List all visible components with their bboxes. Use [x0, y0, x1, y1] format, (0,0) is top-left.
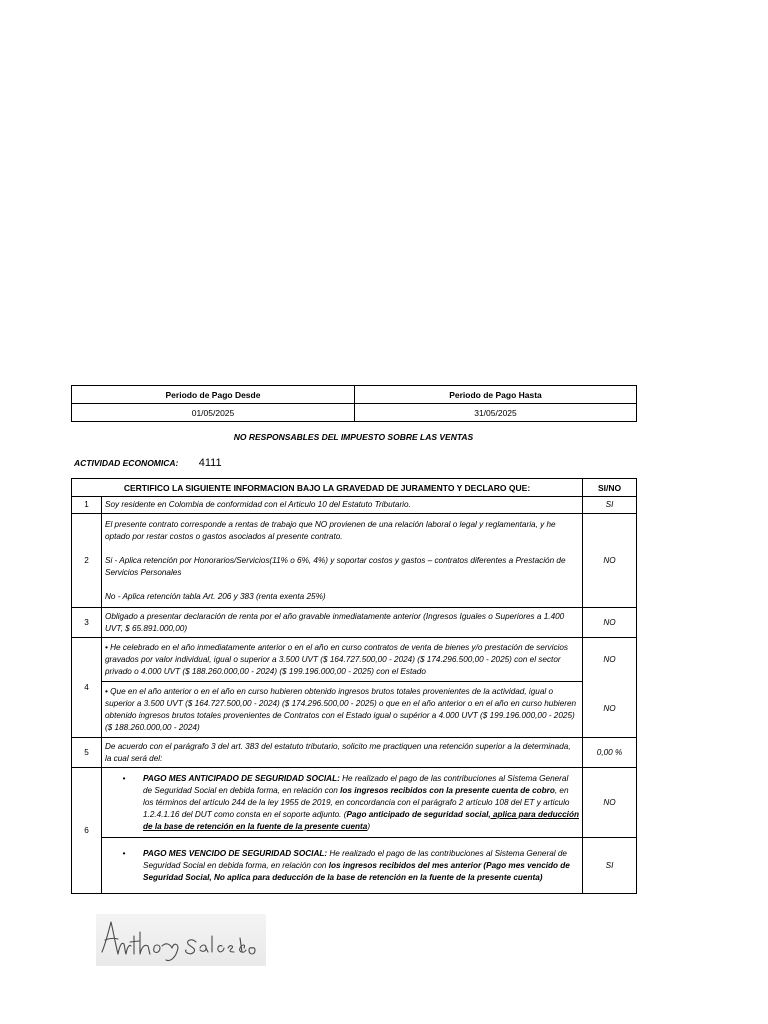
- text-segment: PAGO MES ANTICIPADO DE SEGURIDAD SOCIAL:: [143, 773, 340, 783]
- row-text: Soy residente en Colombia de conformidad con el Articulo 10 del Estatuto Tributario.: [102, 497, 583, 514]
- row-number: 5: [72, 738, 102, 768]
- row-paragraph: [143, 773, 579, 833]
- cert-row-4b: [72, 682, 637, 738]
- cert-row-5: [72, 738, 637, 768]
- cert-row-6a: [72, 768, 637, 838]
- period-to-label: Periodo de Pago Hasta: [355, 386, 637, 404]
- text-segment: ): [367, 821, 371, 831]
- row-text: • He celebrado en el año inmediatamente anterior o en el año en curso contratos de venta de bienes y/o prestación de servicios gravados por valor individual, igual o superior a 3.500 UVT ($ 164.727.500,00 - 2024) ($ 174.296.500,00 - 2025) con el sector privado o 4.000 UVT ($ 188.260.000,00 - 2024) ($ 199.196.000,00 - 2025) con el Estado: [102, 638, 583, 682]
- period-from-value: 01/05/2025: [72, 404, 355, 422]
- text-segment: , en los términos del artículo 244 de la ley 1955 de 2019, en concordancia con el parágrafo 2 artículo 108 del ET y articulo 1.2.4.1.16 del DUT como consta en el soporte adjunto. (: [143, 785, 570, 819]
- payment-period-table: [71, 385, 637, 422]
- row-answer: 0,00 %: [583, 738, 637, 768]
- text-segment: , aplica para deducción de la base de retención en la fuente de la presente cuenta: [143, 809, 579, 831]
- row-answer: SI: [583, 497, 637, 514]
- row-answer: NO: [583, 514, 637, 608]
- row-paragraph: No - Aplica retención tabla Art. 206 y 383 (renta exenta 25%): [105, 591, 326, 601]
- cert-row-1: [72, 497, 637, 514]
- row-answer: SI: [583, 838, 637, 894]
- row-answer: NO: [583, 608, 637, 638]
- row-paragraph: [143, 848, 579, 884]
- period-from-label: Periodo de Pago Desde: [72, 386, 355, 404]
- cert-row-3: [72, 608, 637, 638]
- row-number: 2: [72, 514, 102, 608]
- row-text: [102, 768, 583, 838]
- row-answer: NO: [583, 768, 637, 838]
- row-answer: NO: [583, 682, 637, 738]
- row-number: 4: [72, 638, 102, 738]
- row-text: De acuerdo con el parágrafo 3 del art. 383 del estatuto tributario, solicito me practiquen una retención superior a la determinada, la cual será del:: [102, 738, 583, 768]
- row-answer: NO: [583, 638, 637, 682]
- certification-table: [71, 478, 637, 894]
- cert-header-answer: SI/NO: [583, 479, 637, 497]
- cert-row-2: [72, 514, 637, 608]
- cert-row-4a: [72, 638, 637, 682]
- period-to-value: 31/05/2025: [355, 404, 637, 422]
- row-paragraph: El presente contrato corresponde a rentas de trabajo que NO provienen de una relación laboral o legal y reglamentaria, y he optado por restar costos o gastos asociados al presente contrato.: [105, 519, 556, 541]
- no-responsables-title: NO RESPONSABLES DEL IMPUESTO SOBRE LAS VENTAS: [233, 432, 474, 442]
- actividad-value: 4111: [198, 457, 222, 469]
- text-segment: Pago anticipado de seguridad social: [346, 809, 489, 819]
- cert-header-text: CERTIFICO LA SIGUIENTE INFORMACION BAJO LA GRAVEDAD DE JURAMENTO Y DECLARO QUE:: [72, 479, 583, 497]
- signature-image: [96, 914, 266, 966]
- text-segment: He realizado el pago de las contribuciones al Sistema General de Seguridad Social en debida forma, en relación con: [143, 773, 569, 795]
- actividad-economica: [74, 457, 222, 469]
- text-segment: PAGO MES VENCIDO DE SEGURIDAD SOCIAL:: [143, 848, 328, 858]
- signature-scribble: [96, 914, 266, 966]
- row-text: [102, 514, 583, 608]
- text-segment: los ingresos recibidos del mes anterior (Pago mes vencido de Seguridad Social, No aplica para deducción de la base de retención en la fuente de la presente cuenta): [143, 860, 570, 882]
- text-segment: los ingresos recibidos con la presente cuenta de cobro: [340, 785, 555, 795]
- row-text: • Que en el año anterior o en el año en curso hubieren obtenido ingresos brutos totales provenientes de la actividad, igual o superior a 3.500 UVT ($ 164.727.500,00 - 2024) ($ 174.296.500,00 - 2025) o que en el año anterior o en el año en curso hubieren obtenido ingresos brutos totales provenientes de Contratos con el Estado igual o supérior a 4.000 UVT ($ 199.196.000,00 - 2025) ($ 188.260.000,00 - 2024): [102, 682, 583, 738]
- bullet-icon: •: [122, 773, 126, 783]
- row-number: 6: [72, 768, 102, 894]
- text-segment: He realizado el pago de las contribuciones al Sistema General de Seguridad Social en debida forma, en relación con: [143, 848, 567, 870]
- row-number: 3: [72, 608, 102, 638]
- row-paragraph: Si - Aplica retención por Honorarios/Servicios(11% o 6%, 4%) y soportar costos y gastos – contratos diferentes a Prestación de Servicios Personales: [105, 555, 566, 577]
- bullet-icon: •: [122, 848, 126, 858]
- row-number: 1: [72, 497, 102, 514]
- actividad-label: ACTIVIDAD ECONOMICA:: [74, 458, 179, 468]
- row-text: Obligado a presentar declaración de renta por el año gravable inmediatamente anterior (Ingresos Iguales o Superiores a 1.400 UVT, $ 65.891.000,00): [102, 608, 583, 638]
- row-text: [102, 838, 583, 894]
- cert-header-row: [72, 479, 637, 497]
- cert-row-6b: [72, 838, 637, 894]
